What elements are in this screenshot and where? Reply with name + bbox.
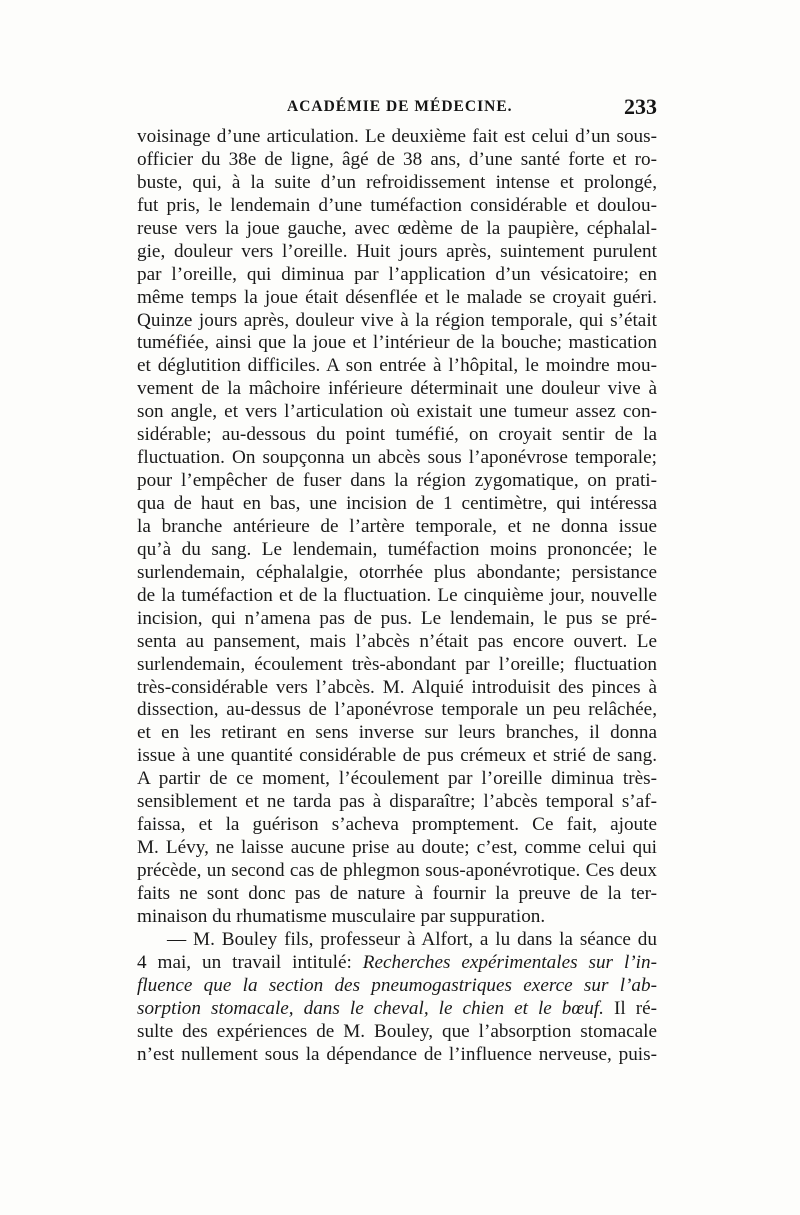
text-line: sulte des expériences de M. Bouley, que l’absorption stomacale [137, 1020, 657, 1042]
text-line: — M. Bouley fils, professeur à Alfort, a lu dans la séance du [167, 928, 657, 950]
text-line: fut pris, le lendemain d’une tuméfaction considérable et doulou- [137, 194, 657, 216]
italic-title-segment: sorption stomacale, dans le cheval, le chien et le bœuf. [137, 997, 604, 1019]
text-line: la branche antérieure de l’artère temporale, et ne donna issue [137, 515, 657, 537]
text-line: sidérable; au-dessous du point tuméfié, on croyait sentir de la [137, 424, 657, 446]
italic-title-segment: Recherches expérimentales sur l’in- [362, 951, 657, 973]
paragraph-bouley-report [137, 929, 657, 1067]
text-line [137, 952, 657, 975]
text-line: et déglutition difficiles. A son entrée à l’hôpital, le moindre mou- [137, 355, 657, 377]
text-line: Quinze jours après, douleur vive à la région temporale, qui s’était [137, 309, 657, 331]
body-text [137, 126, 657, 1066]
paragraph-case-report [137, 126, 657, 929]
text-line: de la tuméfaction et de la fluctuation. Le cinquième jour, nouvelle [137, 584, 657, 606]
text-line: voisinage d’une articulation. Le deuxième fait est celui d’un sous- [137, 126, 657, 147]
text-segment: 4 mai, un travail intitulé: [137, 951, 363, 973]
text-line: M. Lévy, ne laisse aucune prise au doute; c’est, comme celui qui [137, 837, 657, 859]
text-line: précède, un second cas de phlegmon sous-aponévrotique. Ces deux [137, 860, 657, 881]
text-line: son angle, et vers l’articulation où existait une tumeur assez con- [137, 401, 657, 423]
text-line: incision, qui n’amena pas de pus. Le lendemain, le pus se pré- [137, 607, 657, 629]
text-line: gie, douleur vers l’oreille. Huit jours après, suintement purulent [137, 240, 657, 262]
text-line: faissa, et la guérison s’acheva promptement. Ce fait, ajoute [137, 814, 657, 836]
text-line: et en les retirant en sens inverse sur leurs branches, il donna [137, 722, 657, 744]
text-line: surlendemain, céphalalgie, otorrhée plus abondante; persistance [137, 561, 657, 583]
page-number: 233 [624, 94, 657, 119]
text-line: minaison du rhumatisme musculaire par suppuration. [137, 905, 546, 927]
text-line: buste, qui, à la suite d’un refroidissement intense et prolongé, [137, 171, 657, 193]
text-line: n’est nullement sous la dépendance de l’influence nerveuse, puis- [137, 1043, 657, 1065]
italic-title-segment: fluence que la section des pneumogastriques exerce sur l’ab- [137, 974, 657, 996]
text-line: même temps la joue était désenflée et le malade se croyait guéri. [137, 286, 657, 308]
text-line: qua de haut en bas, une incision de 1 centimètre, qui intéressa [137, 493, 657, 514]
text-line [137, 998, 657, 1021]
text-line: sensiblement et ne tarda pas à disparaître; l’abcès temporal s’af- [137, 791, 657, 813]
text-line: tuméfiée, ainsi que la joue et l’intérieur de la bouche; mastication [137, 332, 657, 354]
text-line: fluctuation. On soupçonna un abcès sous l’aponévrose temporale; [137, 447, 657, 469]
text-line: senta au pansement, mais l’abcès n’était pas encore ouvert. Le [137, 630, 657, 652]
text-line: par l’oreille, qui diminua par l’application d’un vésicatoire; en [137, 263, 657, 285]
text-line: reuse vers la joue gauche, avec œdème de la paupière, céphalal- [137, 217, 657, 239]
text-line: faits ne sont donc pas de nature à fournir la preuve de la ter- [137, 882, 657, 904]
page-header [137, 96, 657, 122]
text-line: surlendemain, écoulement très-abondant par l’oreille; fluctuation [137, 653, 657, 675]
text-line: issue à une quantité considérable de pus crémeux et strié de sang. [137, 745, 657, 767]
text-line: qu’à du sang. Le lendemain, tuméfaction moins prononcée; le [137, 538, 657, 560]
text-line: pour l’empêcher de fuser dans la région zygomatique, on prati- [137, 470, 657, 492]
text-segment: Il ré- [603, 997, 657, 1019]
text-line: vement de la mâchoire inférieure déterminait une douleur vive à [137, 378, 657, 400]
text-line [137, 975, 657, 998]
text-line: A partir de ce moment, l’écoulement par l’oreille diminua très- [137, 768, 657, 790]
text-line: très-considérable vers l’abcès. M. Alquié introduisit des pinces à [137, 676, 657, 698]
running-title: ACADÉMIE DE MÉDECINE. [287, 98, 513, 115]
text-line: officier du 38e de ligne, âgé de 38 ans, d’une santé forte et ro- [137, 148, 657, 170]
text-line: dissection, au-dessus de l’aponévrose temporale un peu relâchée, [137, 699, 657, 721]
